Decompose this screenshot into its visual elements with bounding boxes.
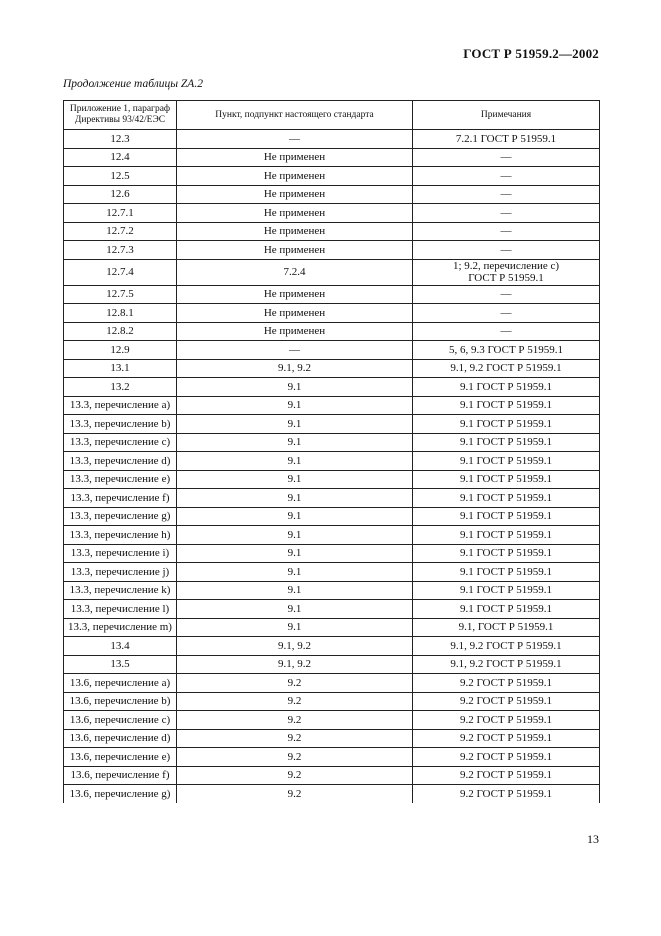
cell-standard-clause: 9.1 — [177, 378, 413, 397]
table-caption: Продолжение таблицы ZA.2 — [63, 78, 203, 90]
cell-notes: 9.2 ГОСТ Р 51959.1 — [413, 729, 600, 748]
cell-standard-clause: 9.2 — [177, 692, 413, 711]
cell-directive-paragraph: 12.8.2 — [64, 322, 177, 341]
cell-standard-clause: 9.1 — [177, 563, 413, 582]
cell-directive-paragraph: 12.6 — [64, 185, 177, 204]
header-row — [64, 101, 600, 130]
cell-notes: 9.2 ГОСТ Р 51959.1 — [413, 692, 600, 711]
cell-directive-paragraph: 12.8.1 — [64, 304, 177, 323]
cell-standard-clause: 9.2 — [177, 766, 413, 785]
cell-standard-clause: Не применен — [177, 285, 413, 304]
cell-standard-clause: 9.1 — [177, 618, 413, 637]
cell-standard-clause: Не применен — [177, 185, 413, 204]
cell-notes: 9.1 ГОСТ Р 51959.1 — [413, 489, 600, 508]
cell-notes: — — [413, 222, 600, 241]
cell-notes: 9.1 ГОСТ Р 51959.1 — [413, 581, 600, 600]
cell-standard-clause: 9.1 — [177, 507, 413, 526]
document-header-standard-id: ГОСТ Р 51959.2—2002 — [463, 46, 599, 61]
table-row — [64, 241, 600, 260]
cell-directive-paragraph: 13.3, перечисление m) — [64, 618, 177, 637]
cell-notes: — — [413, 185, 600, 204]
cell-notes: — — [413, 322, 600, 341]
table-row — [64, 359, 600, 378]
column-header-standard-clause: Пункт, подпункт настоящего стандарта — [177, 101, 413, 130]
cell-notes: 9.2 ГОСТ Р 51959.1 — [413, 785, 600, 803]
table-row — [64, 433, 600, 452]
table-row — [64, 766, 600, 785]
cell-notes: 9.1 ГОСТ Р 51959.1 — [413, 452, 600, 471]
cell-directive-paragraph: 12.7.4 — [64, 259, 177, 285]
cell-standard-clause: 9.1 — [177, 581, 413, 600]
cell-notes: 9.2 ГОСТ Р 51959.1 — [413, 748, 600, 767]
cell-directive-paragraph: 13.3, перечисление h) — [64, 526, 177, 545]
cell-directive-paragraph: 13.6, перечисление g) — [64, 785, 177, 803]
table-header — [64, 101, 600, 130]
cell-directive-paragraph: 13.6, перечисление f) — [64, 766, 177, 785]
cell-notes: 9.1 ГОСТ Р 51959.1 — [413, 396, 600, 415]
table-row — [64, 204, 600, 223]
table-row — [64, 285, 600, 304]
table-row — [64, 378, 600, 397]
table-row — [64, 148, 600, 167]
cell-standard-clause: Не применен — [177, 148, 413, 167]
page-number: 13 — [587, 832, 599, 846]
cell-notes: — — [413, 304, 600, 323]
cell-directive-paragraph: 12.7.5 — [64, 285, 177, 304]
cell-directive-paragraph: 12.5 — [64, 167, 177, 186]
table-row — [64, 489, 600, 508]
cell-standard-clause: 9.1 — [177, 526, 413, 545]
cell-directive-paragraph: 13.4 — [64, 637, 177, 656]
cell-notes: — — [413, 285, 600, 304]
cell-directive-paragraph: 13.1 — [64, 359, 177, 378]
table-row — [64, 167, 600, 186]
cell-standard-clause: 7.2.4 — [177, 259, 413, 285]
cell-standard-clause: 9.1 — [177, 544, 413, 563]
table-row — [64, 692, 600, 711]
table-row — [64, 341, 600, 360]
cell-notes: — — [413, 204, 600, 223]
cell-standard-clause: 9.2 — [177, 748, 413, 767]
cell-standard-clause: Не применен — [177, 222, 413, 241]
table-row — [64, 729, 600, 748]
table-row — [64, 304, 600, 323]
cell-standard-clause: — — [177, 130, 413, 149]
table-row — [64, 507, 600, 526]
cell-standard-clause: 9.1 — [177, 433, 413, 452]
column-header-notes: Примечания — [413, 101, 600, 130]
table-row — [64, 526, 600, 545]
cell-standard-clause: Не применен — [177, 204, 413, 223]
column-header-directive-paragraph: Приложение 1, параграф Директивы 93/42/ЕЭС — [64, 101, 177, 130]
cell-standard-clause: 9.2 — [177, 674, 413, 693]
table-row — [64, 748, 600, 767]
table-row — [64, 130, 600, 149]
cell-notes: 9.1, 9.2 ГОСТ Р 51959.1 — [413, 655, 600, 674]
cell-directive-paragraph: 13.3, перечисление е) — [64, 470, 177, 489]
cell-directive-paragraph: 12.3 — [64, 130, 177, 149]
table-row — [64, 415, 600, 434]
cell-notes: 7.2.1 ГОСТ Р 51959.1 — [413, 130, 600, 149]
cell-notes: 5, 6, 9.3 ГОСТ Р 51959.1 — [413, 341, 600, 360]
correspondence-table — [63, 100, 600, 803]
cell-notes: 9.1, ГОСТ Р 51959.1 — [413, 618, 600, 637]
cell-directive-paragraph: 13.3, перечисление d) — [64, 452, 177, 471]
cell-standard-clause: 9.1 — [177, 396, 413, 415]
cell-standard-clause: 9.2 — [177, 729, 413, 748]
table-row — [64, 600, 600, 619]
cell-notes: 9.2 ГОСТ Р 51959.1 — [413, 766, 600, 785]
cell-directive-paragraph: 13.2 — [64, 378, 177, 397]
cell-directive-paragraph: 12.7.1 — [64, 204, 177, 223]
cell-directive-paragraph: 13.6, перечисление с) — [64, 711, 177, 730]
cell-standard-clause: Не применен — [177, 322, 413, 341]
cell-directive-paragraph: 12.9 — [64, 341, 177, 360]
cell-notes: 9.1, 9.2 ГОСТ Р 51959.1 — [413, 637, 600, 656]
cell-directive-paragraph: 13.3, перечисление k) — [64, 581, 177, 600]
table-row — [64, 581, 600, 600]
cell-notes: 9.1 ГОСТ Р 51959.1 — [413, 526, 600, 545]
table-row — [64, 396, 600, 415]
table-row — [64, 222, 600, 241]
cell-directive-paragraph: 12.7.3 — [64, 241, 177, 260]
cell-notes: 9.1 ГОСТ Р 51959.1 — [413, 433, 600, 452]
cell-standard-clause: 9.1 — [177, 415, 413, 434]
cell-notes: 9.1 ГОСТ Р 51959.1 — [413, 415, 600, 434]
table-row — [64, 637, 600, 656]
table-row — [64, 322, 600, 341]
cell-directive-paragraph: 13.3, перечисление f) — [64, 489, 177, 508]
cell-directive-paragraph: 13.6, перечисление е) — [64, 748, 177, 767]
table-row — [64, 470, 600, 489]
cell-directive-paragraph: 13.3, перечисление а) — [64, 396, 177, 415]
cell-notes: — — [413, 148, 600, 167]
cell-standard-clause: Не применен — [177, 304, 413, 323]
table-body — [64, 130, 600, 803]
cell-directive-paragraph: 13.6, перечисление d) — [64, 729, 177, 748]
table-row — [64, 544, 600, 563]
cell-standard-clause: 9.2 — [177, 785, 413, 803]
cell-directive-paragraph: 13.3, перечисление с) — [64, 433, 177, 452]
cell-standard-clause: 9.1, 9.2 — [177, 637, 413, 656]
cell-standard-clause: Не применен — [177, 167, 413, 186]
cell-notes: 9.1 ГОСТ Р 51959.1 — [413, 600, 600, 619]
cell-standard-clause: 9.1 — [177, 452, 413, 471]
table-row — [64, 259, 600, 285]
cell-directive-paragraph: 13.3, перечисление i) — [64, 544, 177, 563]
cell-notes: 9.2 ГОСТ Р 51959.1 — [413, 674, 600, 693]
cell-notes: — — [413, 167, 600, 186]
cell-directive-paragraph: 13.6, перечисление b) — [64, 692, 177, 711]
cell-notes: 9.2 ГОСТ Р 51959.1 — [413, 711, 600, 730]
cell-notes: 9.1 ГОСТ Р 51959.1 — [413, 507, 600, 526]
cell-standard-clause: 9.1 — [177, 470, 413, 489]
table-row — [64, 655, 600, 674]
cell-notes: 9.1 ГОСТ Р 51959.1 — [413, 544, 600, 563]
table-row — [64, 185, 600, 204]
cell-standard-clause: 9.1, 9.2 — [177, 359, 413, 378]
cell-standard-clause: 9.1 — [177, 489, 413, 508]
cell-directive-paragraph: 12.7.2 — [64, 222, 177, 241]
table-row — [64, 452, 600, 471]
cell-notes: 9.1 ГОСТ Р 51959.1 — [413, 470, 600, 489]
table-row — [64, 563, 600, 582]
table-row — [64, 711, 600, 730]
cell-directive-paragraph: 13.3, перечисление j) — [64, 563, 177, 582]
cell-standard-clause: Не применен — [177, 241, 413, 260]
cell-standard-clause: 9.1, 9.2 — [177, 655, 413, 674]
cell-standard-clause: — — [177, 341, 413, 360]
cell-notes: 9.1 ГОСТ Р 51959.1 — [413, 563, 600, 582]
cell-notes: — — [413, 241, 600, 260]
cell-directive-paragraph: 13.5 — [64, 655, 177, 674]
table-row — [64, 785, 600, 803]
cell-directive-paragraph: 13.3, перечисление g) — [64, 507, 177, 526]
cell-standard-clause: 9.1 — [177, 600, 413, 619]
table-row — [64, 674, 600, 693]
table-row — [64, 618, 600, 637]
cell-notes: 9.1, 9.2 ГОСТ Р 51959.1 — [413, 359, 600, 378]
cell-notes: 9.1 ГОСТ Р 51959.1 — [413, 378, 600, 397]
cell-directive-paragraph: 13.3, перечисление b) — [64, 415, 177, 434]
cell-notes: 1; 9.2, перечисление с) ГОСТ Р 51959.1 — [413, 259, 600, 285]
cell-directive-paragraph: 13.6, перечисление а) — [64, 674, 177, 693]
cell-directive-paragraph: 12.4 — [64, 148, 177, 167]
cell-directive-paragraph: 13.3, перечисление l) — [64, 600, 177, 619]
cell-standard-clause: 9.2 — [177, 711, 413, 730]
